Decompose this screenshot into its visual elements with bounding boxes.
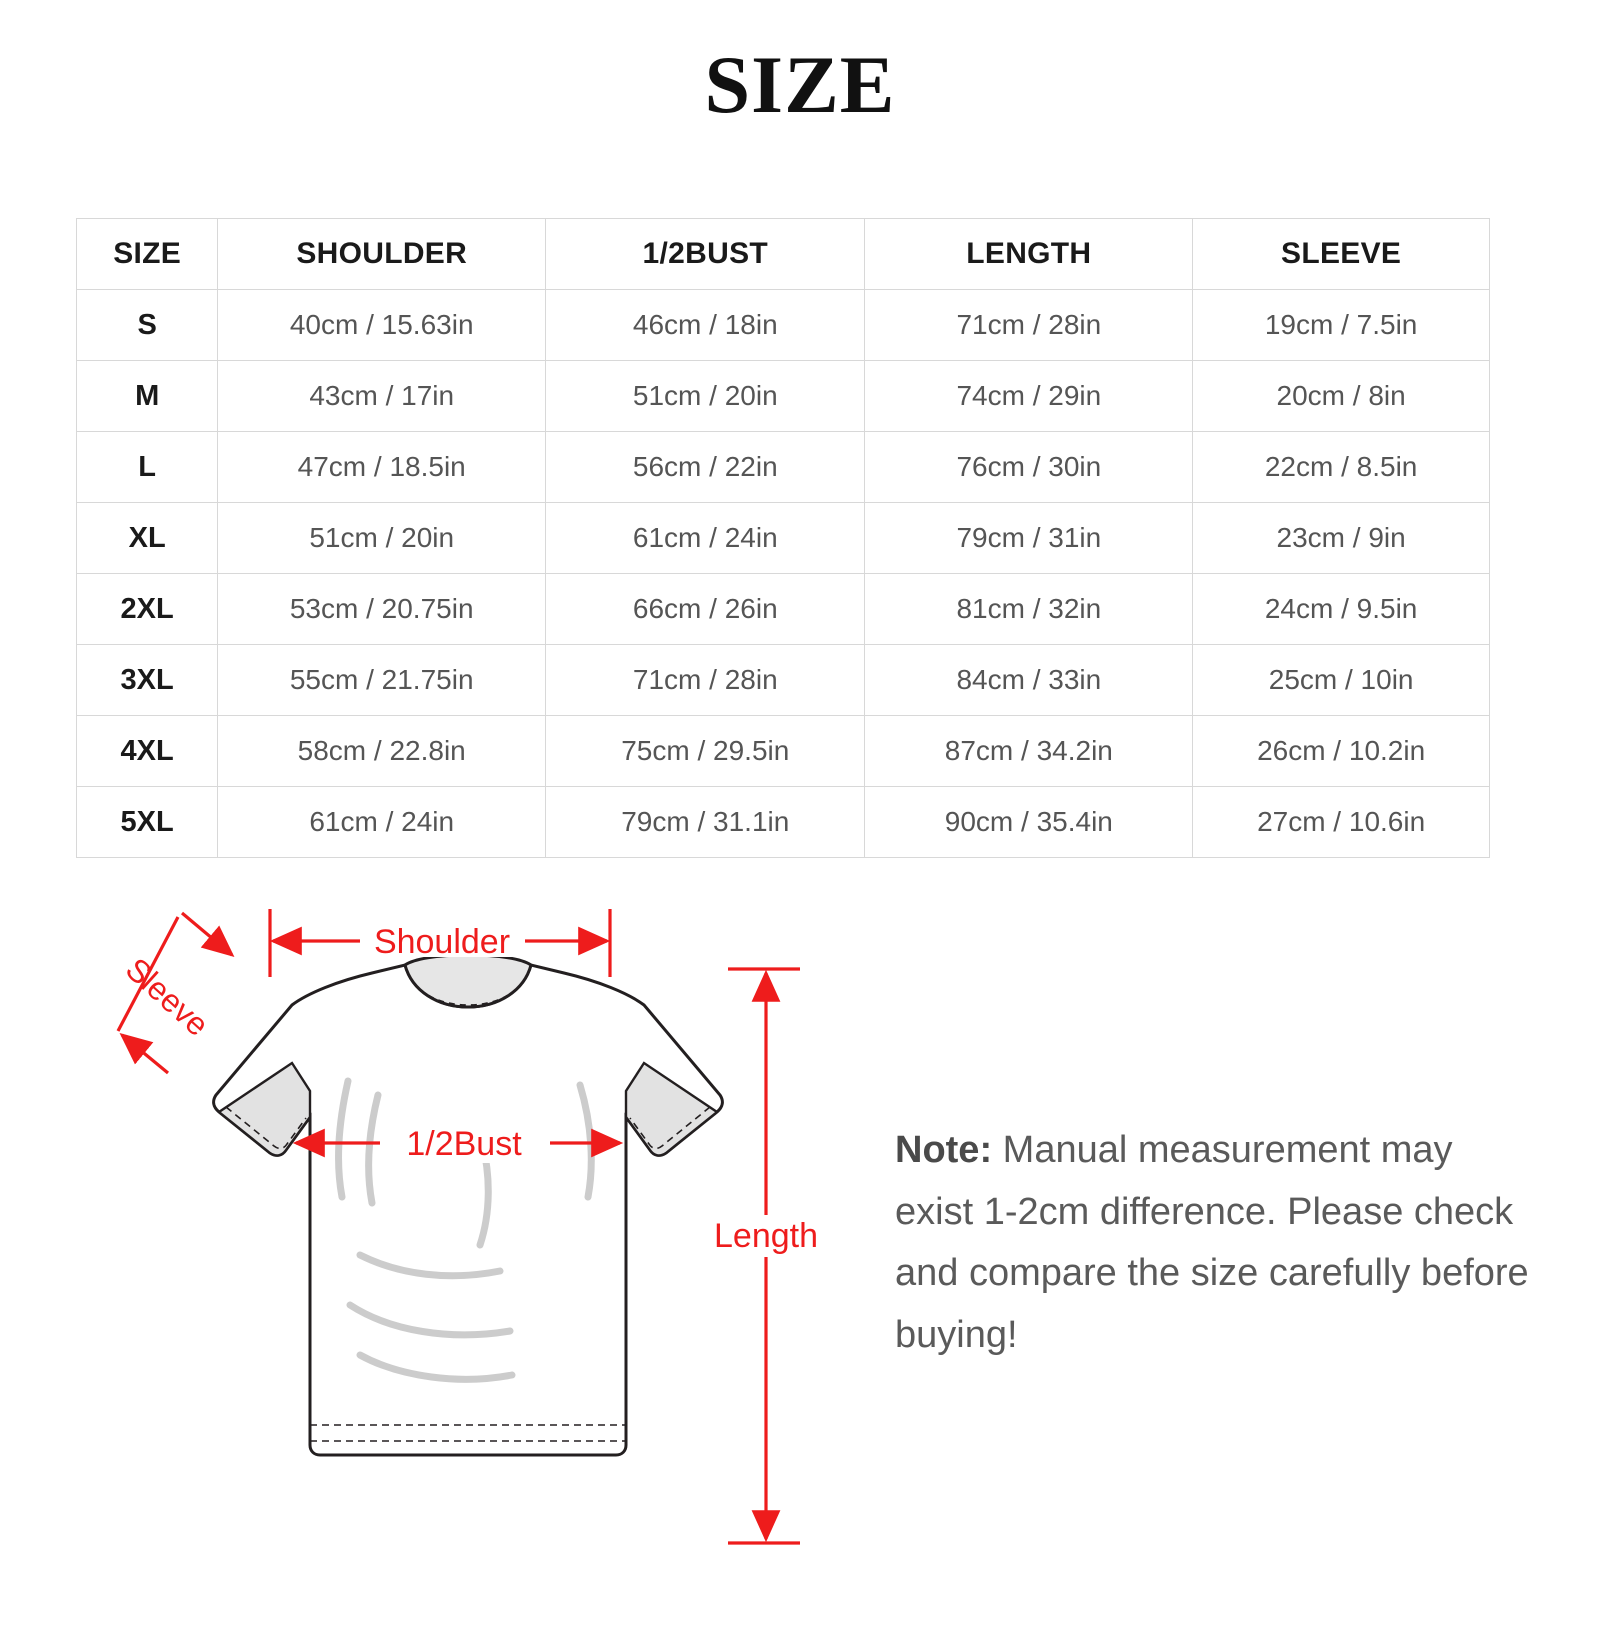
column-header-shoulder: SHOULDER <box>218 219 546 290</box>
table-row <box>77 503 1490 574</box>
cell-bust: 56cm / 22in <box>546 432 865 503</box>
cell-bust: 71cm / 28in <box>546 645 865 716</box>
cell-shoulder: 43cm / 17in <box>218 361 546 432</box>
column-header-length: LENGTH <box>865 219 1193 290</box>
cell-sleeve: 23cm / 9in <box>1193 503 1490 574</box>
table-row <box>77 645 1490 716</box>
cell-size: 2XL <box>77 574 218 645</box>
cell-bust: 61cm / 24in <box>546 503 865 574</box>
cell-length: 90cm / 35.4in <box>865 787 1193 858</box>
cell-sleeve: 19cm / 7.5in <box>1193 290 1490 361</box>
note-block <box>895 1120 1535 1366</box>
table-row <box>77 361 1490 432</box>
table-row <box>77 432 1490 503</box>
size-chart-table <box>76 218 1490 858</box>
cell-shoulder: 40cm / 15.63in <box>218 290 546 361</box>
size-chart-table-container <box>76 218 1490 858</box>
cell-length: 84cm / 33in <box>865 645 1193 716</box>
cell-bust: 66cm / 26in <box>546 574 865 645</box>
column-header-sleeve: SLEEVE <box>1193 219 1490 290</box>
sleeve-label-text: Sleeve <box>118 950 216 1043</box>
cell-sleeve: 25cm / 10in <box>1193 645 1490 716</box>
cell-sleeve: 22cm / 8.5in <box>1193 432 1490 503</box>
column-header-size: SIZE <box>77 219 218 290</box>
cell-bust: 51cm / 20in <box>546 361 865 432</box>
cell-shoulder: 51cm / 20in <box>218 503 546 574</box>
cell-bust: 75cm / 29.5in <box>546 716 865 787</box>
cell-size: 4XL <box>77 716 218 787</box>
page-title: SIZE <box>704 39 896 130</box>
cell-length: 79cm / 31in <box>865 503 1193 574</box>
length-label-text: Length <box>714 1217 818 1255</box>
table-row <box>77 787 1490 858</box>
cell-length: 74cm / 29in <box>865 361 1193 432</box>
note-text: Manual measurement may exist 1-2cm difference. Please check and compare the size carefully before buying! <box>895 1129 1529 1356</box>
cell-length: 81cm / 32in <box>865 574 1193 645</box>
cell-length: 76cm / 30in <box>865 432 1193 503</box>
cell-shoulder: 53cm / 20.75in <box>218 574 546 645</box>
table-row <box>77 290 1490 361</box>
shoulder-label-text: Shoulder <box>373 923 511 961</box>
cell-bust: 79cm / 31.1in <box>546 787 865 858</box>
note-label: Note: <box>895 1129 993 1171</box>
cell-shoulder: 58cm / 22.8in <box>218 716 546 787</box>
cell-shoulder: 55cm / 21.75in <box>218 645 546 716</box>
cell-sleeve: 20cm / 8in <box>1193 361 1490 432</box>
cell-size: M <box>77 361 218 432</box>
cell-sleeve: 24cm / 9.5in <box>1193 574 1490 645</box>
cell-size: XL <box>77 503 218 574</box>
cell-size: 5XL <box>77 787 218 858</box>
cell-length: 87cm / 34.2in <box>865 716 1193 787</box>
tshirt-measurement-diagram <box>60 885 860 1605</box>
table-row <box>77 716 1490 787</box>
cell-length: 71cm / 28in <box>865 290 1193 361</box>
cell-bust: 46cm / 18in <box>546 290 865 361</box>
table-header-row <box>77 219 1490 290</box>
cell-size: S <box>77 290 218 361</box>
cell-shoulder: 47cm / 18.5in <box>218 432 546 503</box>
cell-sleeve: 26cm / 10.2in <box>1193 716 1490 787</box>
cell-sleeve: 27cm / 10.6in <box>1193 787 1490 858</box>
cell-size: 3XL <box>77 645 218 716</box>
cell-shoulder: 61cm / 24in <box>218 787 546 858</box>
table-row <box>77 574 1490 645</box>
column-header-bust: 1/2BUST <box>546 219 865 290</box>
cell-size: L <box>77 432 218 503</box>
bust-label-text: 1/2Bust <box>406 1125 522 1163</box>
tshirt-illustration <box>214 955 723 1455</box>
